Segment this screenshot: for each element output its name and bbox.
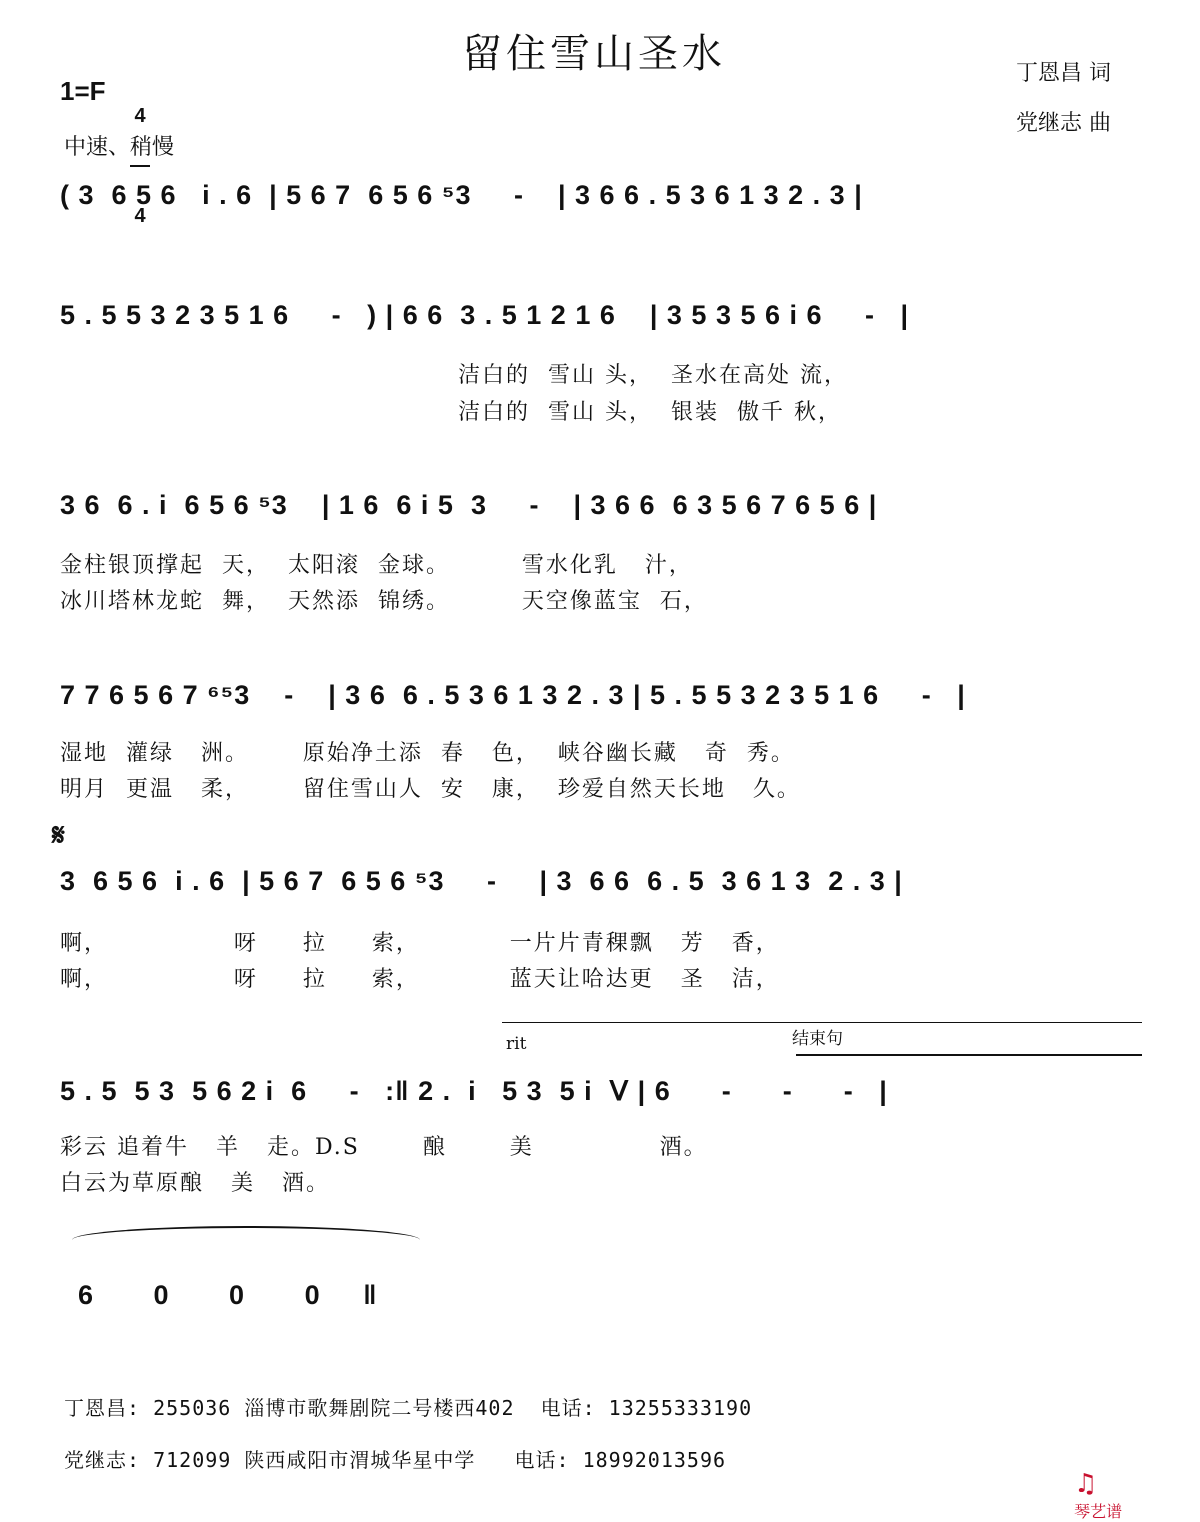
final-tie [72, 1226, 420, 1254]
time-sig-bottom: 4 [134, 205, 146, 227]
tempo-marking: 中速、稍慢 [64, 135, 175, 160]
lyrics-row-3-verse-1: 金柱银顶撑起 天， 太阳滚 金球。 雪水化乳 汁， [60, 553, 693, 578]
lyrics-row-2-verse-2: 洁白的 雪山 头， 银装 傲千 秋， [458, 400, 842, 425]
contact-lyricist: 丁恩昌: 255036 淄博市歌舞剧院二号楼西402 电话: 13255333190 [64, 1396, 753, 1420]
lyrics-row-2-verse-1: 洁白的 雪山 头， 圣水在高处 流， [458, 363, 848, 388]
notation-row-7: 6 0 0 0 ‖ [78, 1280, 378, 1310]
lyrics-row-5-verse-2: 啊， 呀 拉 索， 蓝天让哈达更 圣 洁， [60, 967, 780, 992]
ending-bracket [796, 1054, 1142, 1056]
notation-row-1: ( 3 6 5 6 i . 6 | 5 6 7 6 5 6 ⁵3 - | 3 6 6 . 5 3 6 1 3 2 . 3 | [60, 180, 863, 210]
rit-marking: rit [506, 1034, 527, 1054]
lyrics-row-6-verse-1: 彩云 追着牛 羊 走。D.S 酿 美 酒。 [60, 1135, 708, 1160]
key-signature: 1=F [60, 76, 106, 106]
watermark-logo [1064, 1450, 1122, 1522]
rit-line [502, 1022, 1142, 1023]
lyrics-row-3-verse-2: 冰川塔林龙蛇 舞， 天然添 锦绣。 天空像蓝宝 石， [60, 589, 708, 614]
notation-row-5: 3 6 5 6 i . 6 | 5 6 7 6 5 6 ⁵3 - | 3 6 6 6 . 5 3 6 1 3 2 . 3 | [60, 866, 903, 896]
segno-sign: 𝄋 [52, 818, 65, 853]
logo-mark-icon: ♫ [1074, 1469, 1098, 1499]
notation-row-3: 3 6 6 . i 6 5 6 ⁵3 | 1 6 6 i 5 3 - | 3 6 6 6 3 5 6 7 6 5 6 | [60, 490, 878, 520]
lyrics-row-4-verse-1: 湿地 灌绿 洲。 原始净土添 春 色， 峡谷幽长藏 奇 秀。 [60, 741, 795, 766]
time-sig-top: 4 [134, 105, 146, 127]
song-title: 留住雪山圣水 [462, 31, 726, 77]
lyrics-row-5-verse-1: 啊， 呀 拉 索， 一片片青稞飘 芳 香， [60, 931, 780, 956]
notation-row-4: 7 7 6 5 6 7 ⁶⁵3 - | 3 6 6 . 5 3 6 1 3 2 . 3 | 5 . 5 5 3 2 3 5 1 6 - | [60, 680, 966, 710]
notation-row-2: 5 . 5 5 3 2 3 5 1 6 - ) | 6 6 3 . 5 1 2 1 6 | 3 5 3 5 6 i 6 - | [60, 300, 910, 330]
lyrics-row-4-verse-2: 明月 更温 柔， 留住雪山人 安 康， 珍爱自然天长地 久。 [60, 777, 801, 802]
ending-label: 结束句 [792, 1029, 843, 1049]
notation-row-6: 5 . 5 5 3 5 6 2 i 6 - :‖ 2 . i 5 3 5 i ᐯ | 6 - - - | [60, 1076, 888, 1106]
watermark-text: 琴艺谱 [1074, 1502, 1123, 1521]
contact-composer: 党继志: 712099 陕西咸阳市渭城华星中学 电话: 18992013596 [64, 1448, 727, 1472]
lyrics-row-6-verse-2: 白云为草原酿 美 酒。 [60, 1171, 330, 1196]
composer-credit: 党继志 曲 [1016, 111, 1111, 136]
lyricist-credit: 丁恩昌 词 [1016, 61, 1111, 86]
